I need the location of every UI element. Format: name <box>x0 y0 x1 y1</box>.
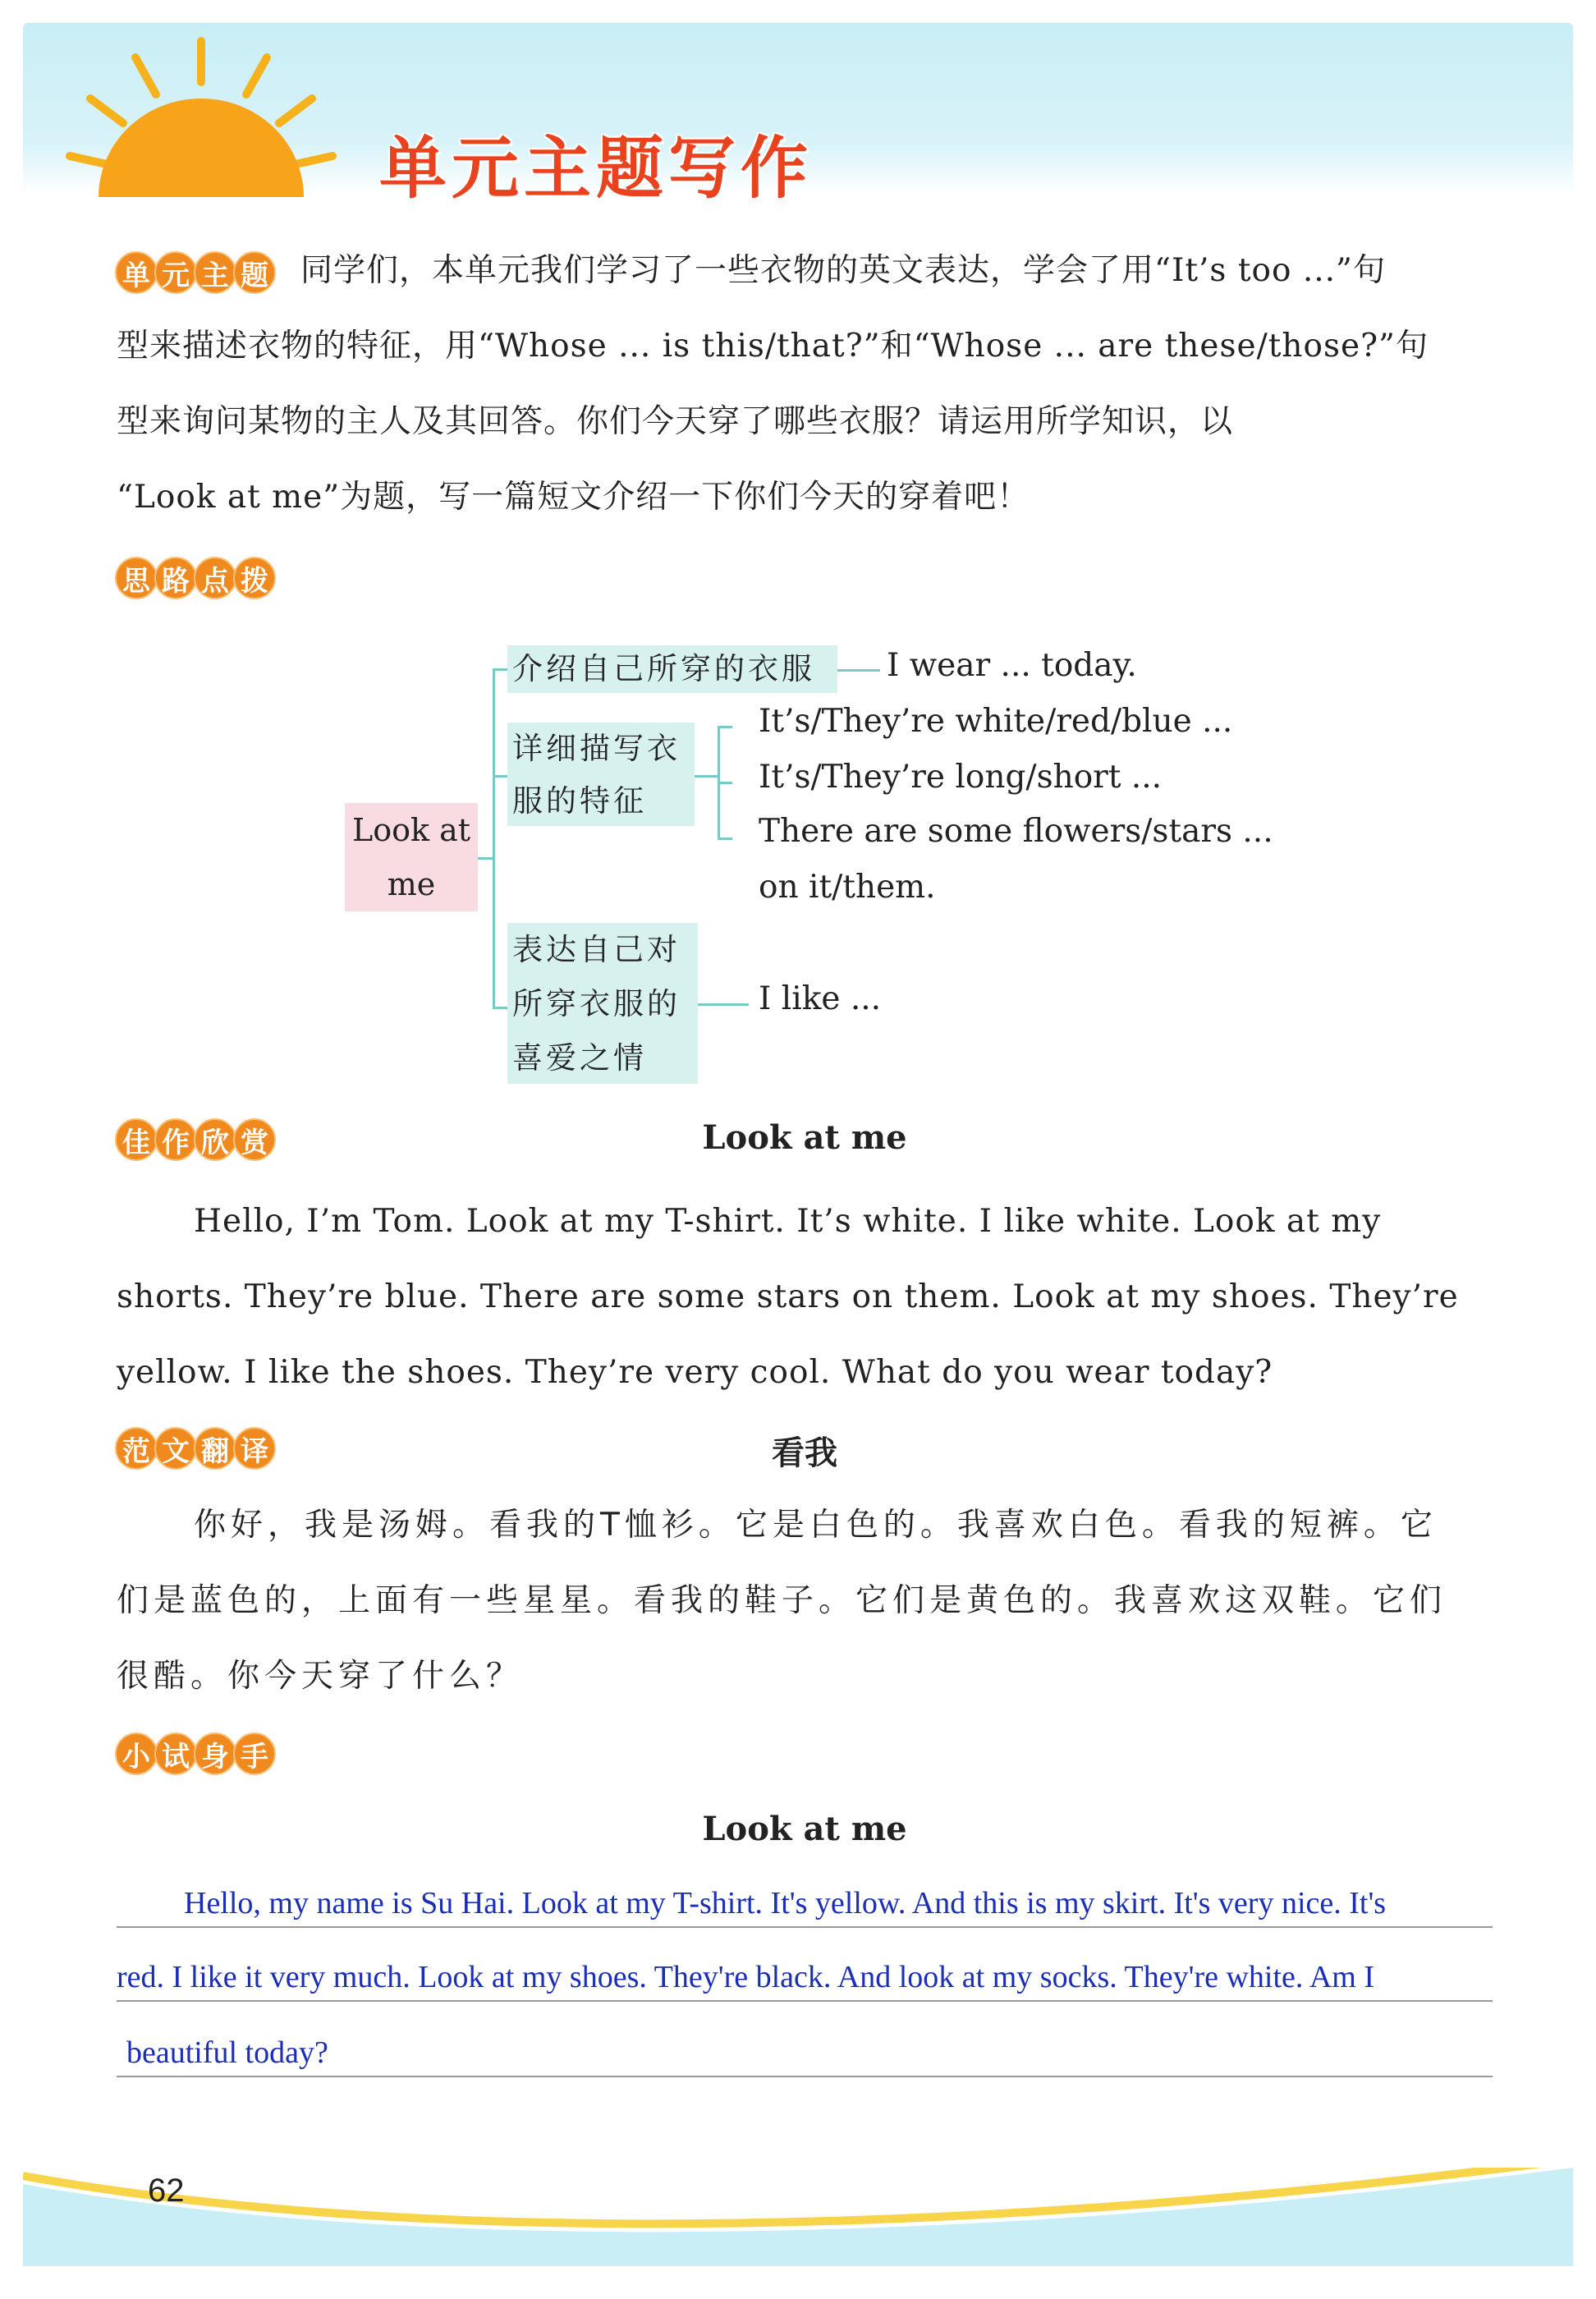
model-line-1: Hello, I’m Tom. Look at my T-shirt. It’s white. I like white. Look at my <box>194 1203 1382 1240</box>
page-title: 单元主题写作 <box>379 130 814 208</box>
translation-title: 看我 <box>772 1434 837 1472</box>
mindmap-branch-3: 表达自己对 所穿衣服的 喜爱之情 <box>507 923 698 1084</box>
theme-line-3: 型来询问某物的主人及其回答。你们今天穿了哪些衣服？请运用所学知识，以 <box>117 403 1234 440</box>
model-badge: 佳 作 欣 赏 <box>115 1118 273 1161</box>
mindmap-connector <box>695 775 719 778</box>
practice-line-3: beautiful today? <box>126 2035 328 2070</box>
practice-line-2: red. I like it very much. Look at my shoes. They're black. And look at my socks. They're white. Am I <box>117 1960 1374 1994</box>
tips-badge: 思 路 点 拨 <box>115 557 273 599</box>
mindmap-connector <box>718 726 732 728</box>
theme-line-1: 同学们，本单元我们学习了一些衣物的英文表达，学会了用“It’s too ...”句 <box>300 252 1386 289</box>
theme-text <box>117 233 1493 535</box>
mindmap-connector <box>718 837 732 840</box>
model-line-3: yellow. I like the shoes. They’re very cool. What do you wear today? <box>117 1354 1273 1391</box>
writing-rule <box>117 2076 1493 2077</box>
practice-badge: 小 试 身 手 <box>115 1732 273 1775</box>
footer-wave <box>23 2168 1573 2266</box>
translation-line-1: 你好，我是汤姆。看我的T恤衫。它是白色的。我喜欢白色。看我的短裤。它 <box>194 1507 1438 1544</box>
practice-line-1: Hello, my name is Su Hai. Look at my T-shirt. It's yellow. And this is my skirt. It's very nice. It's <box>184 1886 1387 1920</box>
mindmap-connector <box>493 775 509 778</box>
translation-text <box>117 1488 1493 1714</box>
writing-rule <box>117 2000 1493 2002</box>
mindmap-branch-2-item: It’s/They’re long/short ... <box>759 759 1163 796</box>
model-title: Look at me <box>702 1118 907 1157</box>
mindmap-connector <box>478 857 494 860</box>
mindmap-branch-2-item: There are some flowers/stars ... <box>759 813 1273 850</box>
mindmap-branch-1: 介绍自己所穿的衣服 <box>507 645 837 693</box>
translation-line-2: 们是蓝色的，上面有一些星星。看我的鞋子。它们是黄色的。我喜欢这双鞋。它们 <box>117 1582 1447 1619</box>
mindmap-branch-3-text: I like ... <box>759 980 882 1017</box>
mindmap-branch-2: 详细描写衣 服的特征 <box>507 723 695 826</box>
model-essay <box>117 1184 1493 1411</box>
mindmap-spine <box>493 668 495 1008</box>
mindmap-connector <box>698 1003 749 1006</box>
mindmap-connector <box>493 668 509 671</box>
translation-line-3: 很酷。你今天穿了什么？ <box>117 1658 524 1695</box>
translation-badge: 范 文 翻 译 <box>115 1427 273 1470</box>
theme-line-2: 型来描述衣物的特征，用“Whose ... is this/that?”和“Whose ... are these/those?”句 <box>117 328 1429 365</box>
mindmap-branch-2-item: It’s/They’re white/red/blue ... <box>759 703 1233 740</box>
practice-title: Look at me <box>702 1810 907 1848</box>
mindmap-connector <box>718 782 732 784</box>
sun-icon <box>66 33 337 197</box>
mindmap-branch-1-text: I wear ... today. <box>887 647 1137 684</box>
model-line-2: shorts. They’re blue. There are some stars on them. Look at my shoes. They’re <box>117 1278 1459 1315</box>
mindmap-branch-2-item: on it/them. <box>759 869 936 906</box>
writing-rule <box>117 1926 1493 1928</box>
mindmap-connector <box>837 669 880 672</box>
mindmap-root: Look at me <box>345 803 478 911</box>
page-number: 62 <box>148 2173 185 2209</box>
theme-line-4: “Look at me”为题，写一篇短文介绍一下你们今天的穿着吧！ <box>117 479 1030 516</box>
mindmap-connector <box>493 1007 509 1009</box>
theme-badge: 单 元 主 题 <box>115 251 273 294</box>
